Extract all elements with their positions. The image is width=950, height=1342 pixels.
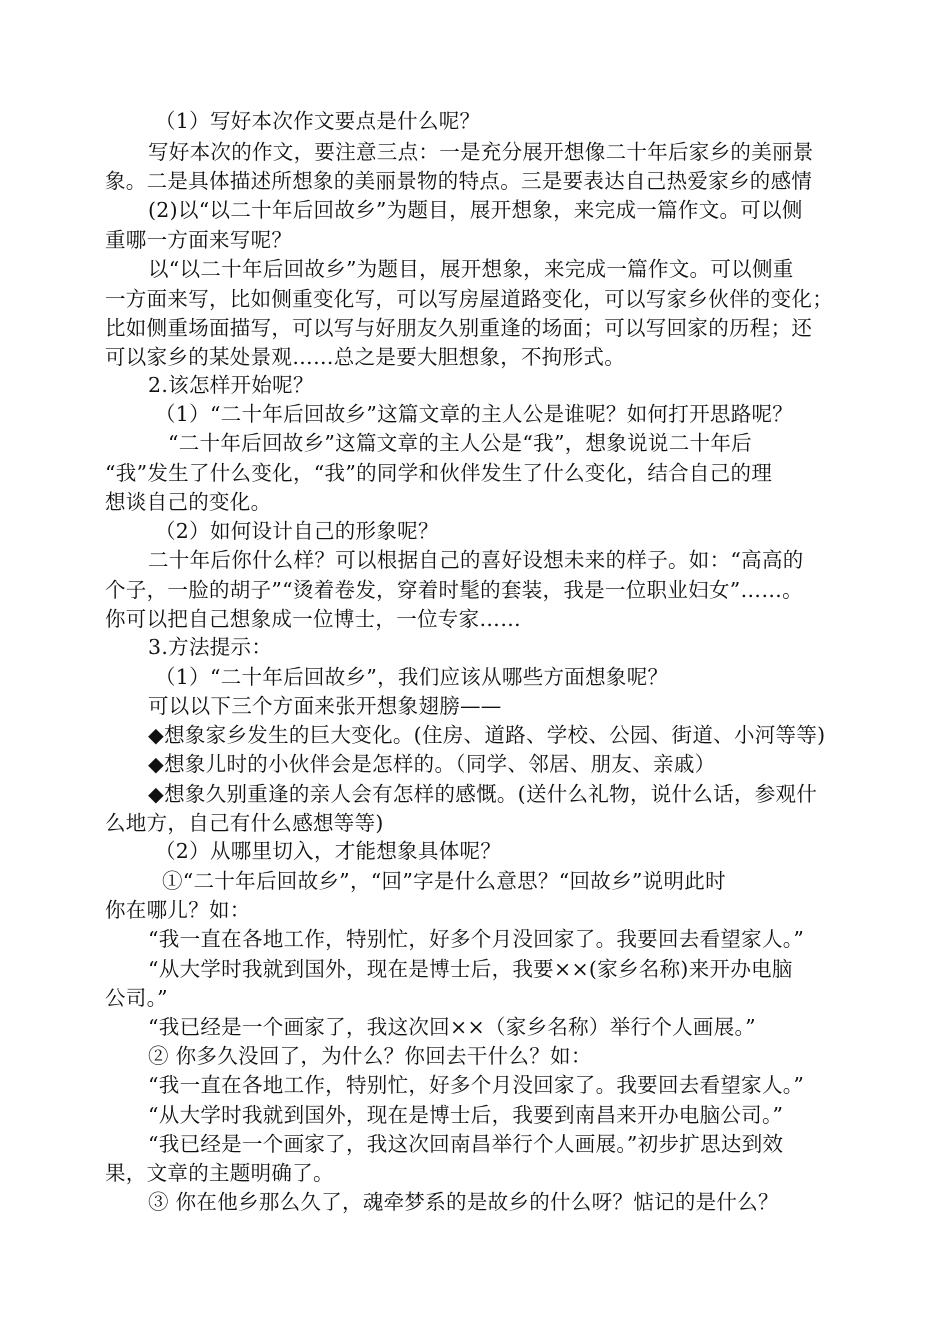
text-line: ② 你多久没回了，为什么？你回去干什么？如： (148, 1044, 592, 1068)
text-line: （2）如何设计自己的形象呢？ (155, 519, 439, 543)
text-line: 比如侧重场面描写，可以写与好朋友久别重逢的场面；可以写回家的历程；还 (105, 316, 813, 340)
text-line: “二十年后回故乡”这篇文章的主人公是“我”，想象说说二十年后 (168, 431, 752, 455)
text-line: “我一直在各地工作，特别忙，好多个月没回家了。我要回去看望家人。” (148, 927, 805, 951)
text-line: 重哪一方面来写呢？ (105, 228, 293, 252)
text-line: ◆想象儿时的小伙伴会是怎样的。（同学、邻居、朋友、亲戚） (148, 752, 716, 776)
text-line: 2.该怎样开始呢？ (148, 373, 314, 397)
text-line: 二十年后你什么样？可以根据自己的喜好设想未来的样子。如：“高高的 (148, 548, 804, 572)
text-line: ①“二十年后回故乡”，“回”字是什么意思？“回故乡”说明此时 (162, 869, 726, 893)
text-line: 你在哪儿？如： (105, 898, 251, 922)
text-line: 可以以下三个方面来张开想象翅膀—— (148, 694, 502, 718)
text-line: （1）写好本次作文要点是什么呢？ (155, 109, 481, 133)
text-line: ③ 你在他乡那么久了，魂牵梦系的是故乡的什么呀？惦记的是什么？ (148, 1190, 779, 1214)
text-line: 象。二是具体描述所想象的美丽景物的特点。三是要表达自己热爱家乡的感情 (105, 169, 813, 193)
text-line: 写好本次的作文，要注意三点：一是充分展开想像二十年后家乡的美丽景 (148, 140, 814, 164)
text-line: “从大学时我就到国外，现在是博士后，我要××(家乡名称)来开办电脑 (148, 957, 793, 981)
text-line: 你可以把自己想象成一位博士，一位专家…… (105, 607, 521, 631)
text-line: （1）“二十年后回故乡”，我们应该从哪些方面想象呢？ (155, 665, 669, 689)
text-line: 么地方，自己有什么感想等等) (105, 811, 384, 835)
text-line: “我一直在各地工作，特别忙，好多个月没回家了。我要回去看望家人。” (148, 1073, 805, 1097)
text-line: “从大学时我就到国外，现在是博士后，我要到南昌来开办电脑公司。” (148, 1103, 784, 1127)
text-line: 3.方法提示： (148, 635, 273, 659)
text-line: 可以家乡的某处景观……总之是要大胆想象，不拘形式。 (105, 345, 625, 369)
text-line: （1）“二十年后回故乡”这篇文章的主人公是谁呢？如何打开思路呢？ (155, 402, 794, 426)
text-line: “我”发生了什么变化，“我”的同学和伙伴发生了什么变化，结合自己的理 (105, 461, 773, 485)
text-line: 个子，一脸的胡子”“烫着卷发，穿着时髦的套装，我是一位职业妇女”……。 (105, 578, 803, 602)
text-line: 以“以二十年后回故乡”为题目，展开想象，来完成一篇作文。可以侧重 (148, 257, 794, 281)
text-line: 想谈自己的变化。 (105, 490, 272, 514)
text-line: (2)以“以二十年后回故乡”为题目，展开想象，来完成一篇作文。可以侧 (148, 198, 803, 222)
text-line: 公司。” (105, 986, 168, 1010)
text-line: 果，文章的主题明确了。 (105, 1161, 334, 1185)
text-line: ◆想象久别重逢的亲人会有怎样的感慨。(送什么礼物，说什么话，参观什 (148, 782, 818, 806)
text-line: （2）从哪里切入，才能想象具体呢？ (155, 839, 502, 863)
text-line: ◆想象家乡发生的巨大变化。(住房、道路、学校、公园、街道、小河等等) (148, 723, 826, 747)
text-line: “我已经是一个画家了，我这次回××（家乡名称）举行个人画展。” (148, 1015, 756, 1039)
text-line: 一方面来写，比如侧重变化写，可以写房屋道路变化，可以写家乡伙伴的变化； (105, 287, 833, 311)
text-line: “我已经是一个画家了，我这次回南昌举行个人画展。”初步扩思达到效 (148, 1132, 784, 1156)
